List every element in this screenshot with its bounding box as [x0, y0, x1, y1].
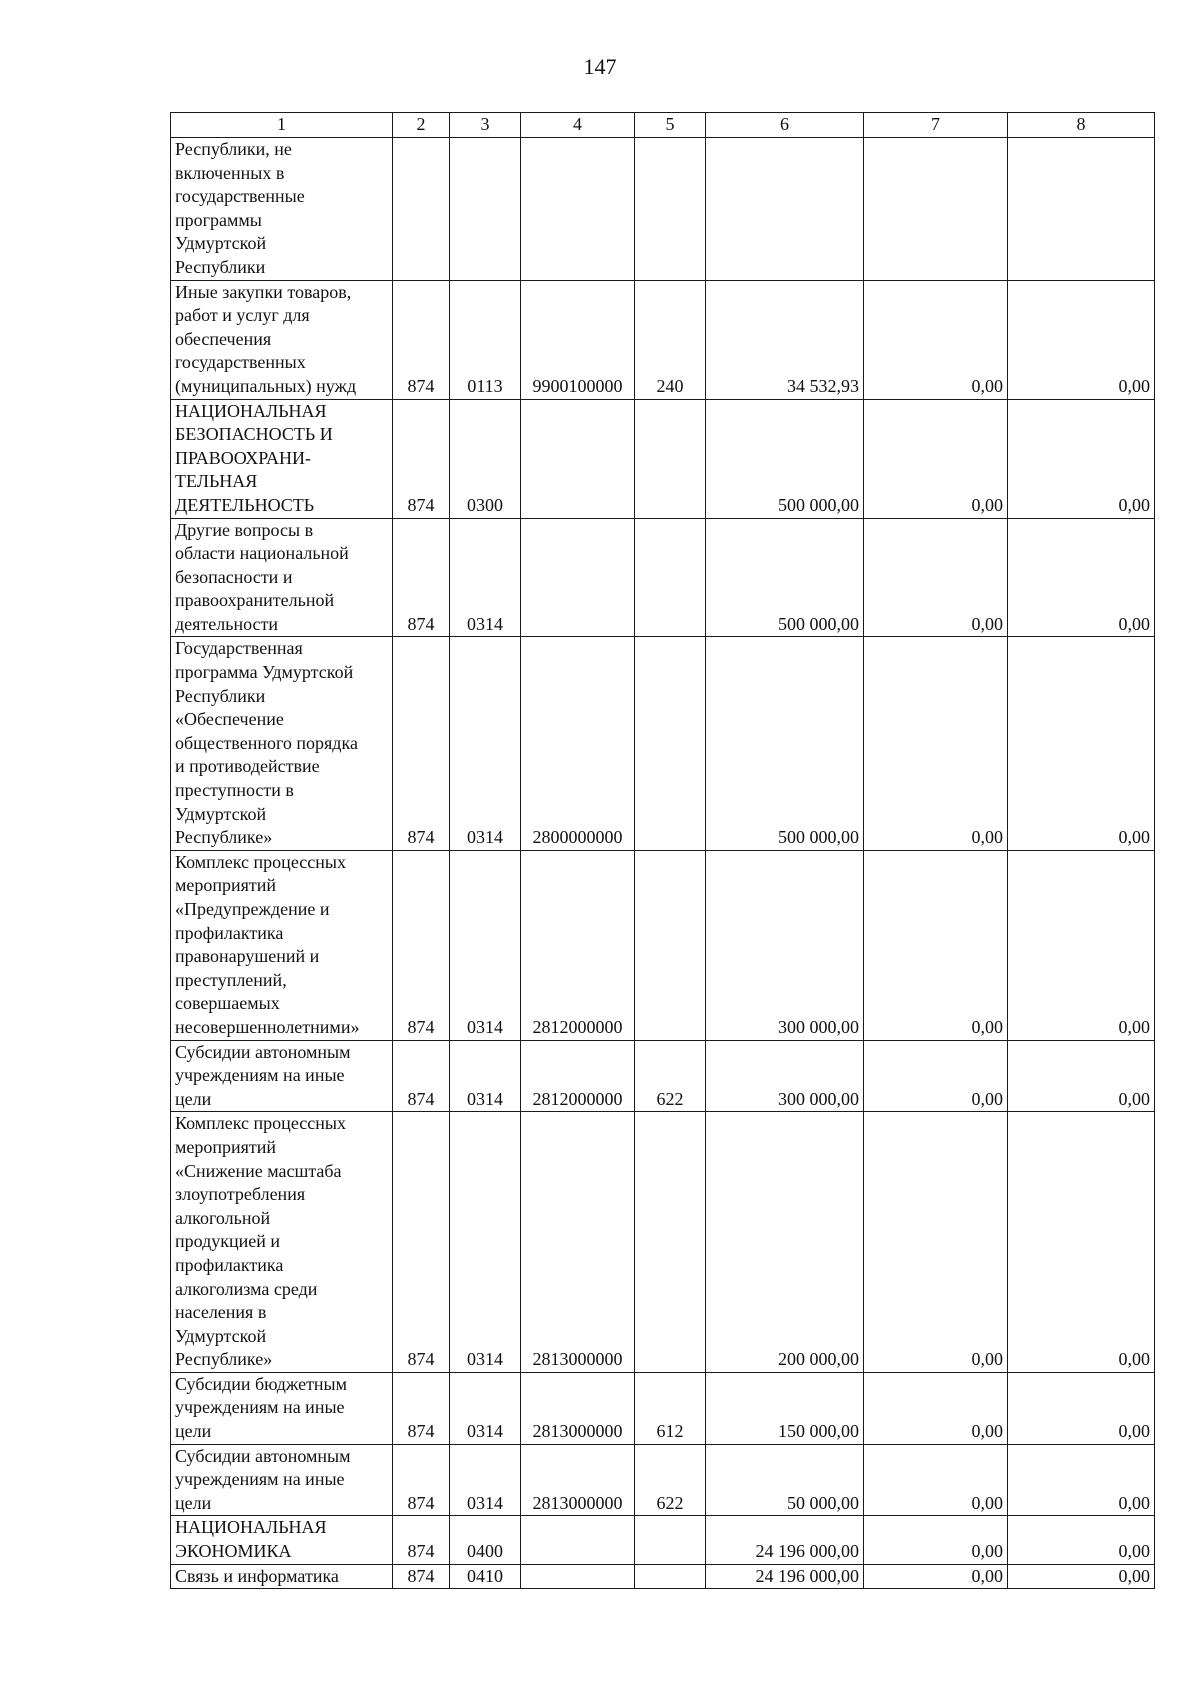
cell-target-code: [521, 399, 635, 518]
cell-target-code: 2813000000: [521, 1444, 635, 1516]
table-row: [171, 1372, 1155, 1444]
cell-amount-7: 0,00: [864, 1372, 1008, 1444]
row-name: Связь и информатика: [171, 1564, 393, 1589]
cell-section-code: 0314: [450, 1444, 521, 1516]
cell-target-code: 2813000000: [521, 1372, 635, 1444]
cell-target-code: 2812000000: [521, 1040, 635, 1112]
cell-ministry-code: [393, 138, 450, 281]
row-name: Субсидии бюджетным учреждениям на иные цели: [171, 1372, 393, 1444]
cell-amount-7: 0,00: [864, 280, 1008, 399]
cell-amount-8: 0,00: [1008, 1040, 1155, 1112]
cell-amount-6: 300 000,00: [706, 1040, 864, 1112]
cell-amount-8: 0,00: [1008, 1516, 1155, 1564]
column-header-5: 5: [635, 113, 706, 138]
cell-amount-6: 500 000,00: [706, 518, 864, 637]
cell-target-code: [521, 138, 635, 281]
column-header-8: 8: [1008, 113, 1155, 138]
cell-expense-type: 622: [635, 1040, 706, 1112]
cell-amount-7: 0,00: [864, 399, 1008, 518]
cell-amount-6: 500 000,00: [706, 637, 864, 850]
cell-amount-6: [706, 138, 864, 281]
cell-ministry-code: 874: [393, 1112, 450, 1373]
table-row: [171, 1516, 1155, 1564]
cell-expense-type: 240: [635, 280, 706, 399]
cell-ministry-code: 874: [393, 280, 450, 399]
cell-amount-7: 0,00: [864, 518, 1008, 637]
cell-section-code: 0300: [450, 399, 521, 518]
table-row: [171, 850, 1155, 1040]
table-row: [171, 1564, 1155, 1589]
cell-amount-8: 0,00: [1008, 280, 1155, 399]
table-row: [171, 138, 1155, 281]
column-header-7: 7: [864, 113, 1008, 138]
row-name: Комплекс процессных мероприятий «Снижение масштаба злоупотребления алкогольной продукцией и профилактика алкоголизма среди населения в Удмуртской Республике»: [171, 1112, 393, 1373]
row-name: НАЦИОНАЛЬНАЯ БЕЗОПАСНОСТЬ И ПРАВООХРАНИ- ТЕЛЬНАЯ ДЕЯТЕЛЬНОСТЬ: [171, 399, 393, 518]
cell-amount-8: 0,00: [1008, 518, 1155, 637]
column-header-1: 1: [171, 113, 393, 138]
cell-expense-type: [635, 1516, 706, 1564]
cell-ministry-code: 874: [393, 1372, 450, 1444]
page-number: 147: [583, 54, 617, 79]
cell-amount-6: 24 196 000,00: [706, 1564, 864, 1589]
cell-expense-type: [635, 518, 706, 637]
row-name: Иные закупки товаров, работ и услуг для обеспечения государственных (муниципальных) нужд: [171, 280, 393, 399]
table-row: [171, 1040, 1155, 1112]
cell-expense-type: [635, 1564, 706, 1589]
row-name: Государственная программа Удмуртской Республики «Обеспечение общественного порядка и противодействие преступности в Удмуртской Республике»: [171, 637, 393, 850]
row-name: Республики, не включенных в государственные программы Удмуртской Республики: [171, 138, 393, 281]
cell-amount-6: 34 532,93: [706, 280, 864, 399]
column-header-3: 3: [450, 113, 521, 138]
table-row: [171, 637, 1155, 850]
cell-section-code: 0314: [450, 637, 521, 850]
cell-section-code: 0314: [450, 850, 521, 1040]
row-name: Комплекс процессных мероприятий «Предупреждение и профилактика правонарушений и преступлений, совершаемых несовершеннолетними»: [171, 850, 393, 1040]
cell-target-code: 9900100000: [521, 280, 635, 399]
table-row: [171, 399, 1155, 518]
cell-ministry-code: 874: [393, 1444, 450, 1516]
cell-ministry-code: 874: [393, 1516, 450, 1564]
table-row: [171, 1112, 1155, 1373]
cell-target-code: [521, 1516, 635, 1564]
cell-amount-8: 0,00: [1008, 1564, 1155, 1589]
cell-expense-type: 622: [635, 1444, 706, 1516]
table-body: [171, 138, 1155, 1589]
table-row: [171, 1444, 1155, 1516]
cell-ministry-code: 874: [393, 1564, 450, 1589]
cell-expense-type: 612: [635, 1372, 706, 1444]
cell-target-code: [521, 1564, 635, 1589]
cell-target-code: [521, 518, 635, 637]
cell-amount-8: 0,00: [1008, 1112, 1155, 1373]
cell-amount-6: 150 000,00: [706, 1372, 864, 1444]
column-header-6: 6: [706, 113, 864, 138]
table-row: [171, 280, 1155, 399]
cell-amount-7: [864, 138, 1008, 281]
cell-expense-type: [635, 850, 706, 1040]
cell-amount-7: 0,00: [864, 850, 1008, 1040]
cell-expense-type: [635, 637, 706, 850]
cell-ministry-code: 874: [393, 637, 450, 850]
cell-amount-6: 300 000,00: [706, 850, 864, 1040]
row-name: Субсидии автономным учреждениям на иные цели: [171, 1444, 393, 1516]
column-header-2: 2: [393, 113, 450, 138]
cell-amount-7: 0,00: [864, 1564, 1008, 1589]
row-name: Другие вопросы в области национальной безопасности и правоохранительной деятельности: [171, 518, 393, 637]
cell-ministry-code: 874: [393, 399, 450, 518]
cell-amount-8: 0,00: [1008, 637, 1155, 850]
column-header-4: 4: [521, 113, 635, 138]
cell-amount-7: 0,00: [864, 1516, 1008, 1564]
budget-table: [170, 112, 1155, 1589]
table-row: [171, 518, 1155, 637]
cell-amount-7: 0,00: [864, 1112, 1008, 1373]
cell-ministry-code: 874: [393, 850, 450, 1040]
cell-section-code: 0314: [450, 1040, 521, 1112]
header-row: [171, 113, 1155, 138]
cell-amount-6: 50 000,00: [706, 1444, 864, 1516]
cell-amount-6: 200 000,00: [706, 1112, 864, 1373]
cell-amount-8: 0,00: [1008, 1372, 1155, 1444]
cell-amount-6: 500 000,00: [706, 399, 864, 518]
cell-amount-8: [1008, 138, 1155, 281]
cell-amount-8: 0,00: [1008, 399, 1155, 518]
cell-expense-type: [635, 1112, 706, 1373]
cell-amount-6: 24 196 000,00: [706, 1516, 864, 1564]
cell-amount-8: 0,00: [1008, 850, 1155, 1040]
cell-section-code: 0113: [450, 280, 521, 399]
cell-expense-type: [635, 399, 706, 518]
cell-amount-7: 0,00: [864, 1040, 1008, 1112]
cell-expense-type: [635, 138, 706, 281]
cell-section-code: 0410: [450, 1564, 521, 1589]
cell-amount-7: 0,00: [864, 637, 1008, 850]
cell-section-code: 0314: [450, 518, 521, 637]
cell-target-code: 2800000000: [521, 637, 635, 850]
cell-amount-8: 0,00: [1008, 1444, 1155, 1516]
cell-section-code: [450, 138, 521, 281]
cell-amount-7: 0,00: [864, 1444, 1008, 1516]
cell-ministry-code: 874: [393, 1040, 450, 1112]
cell-section-code: 0314: [450, 1372, 521, 1444]
cell-target-code: 2812000000: [521, 850, 635, 1040]
row-name: НАЦИОНАЛЬНАЯ ЭКОНОМИКА: [171, 1516, 393, 1564]
cell-section-code: 0314: [450, 1112, 521, 1373]
cell-section-code: 0400: [450, 1516, 521, 1564]
row-name: Субсидии автономным учреждениям на иные цели: [171, 1040, 393, 1112]
cell-target-code: 2813000000: [521, 1112, 635, 1373]
cell-ministry-code: 874: [393, 518, 450, 637]
